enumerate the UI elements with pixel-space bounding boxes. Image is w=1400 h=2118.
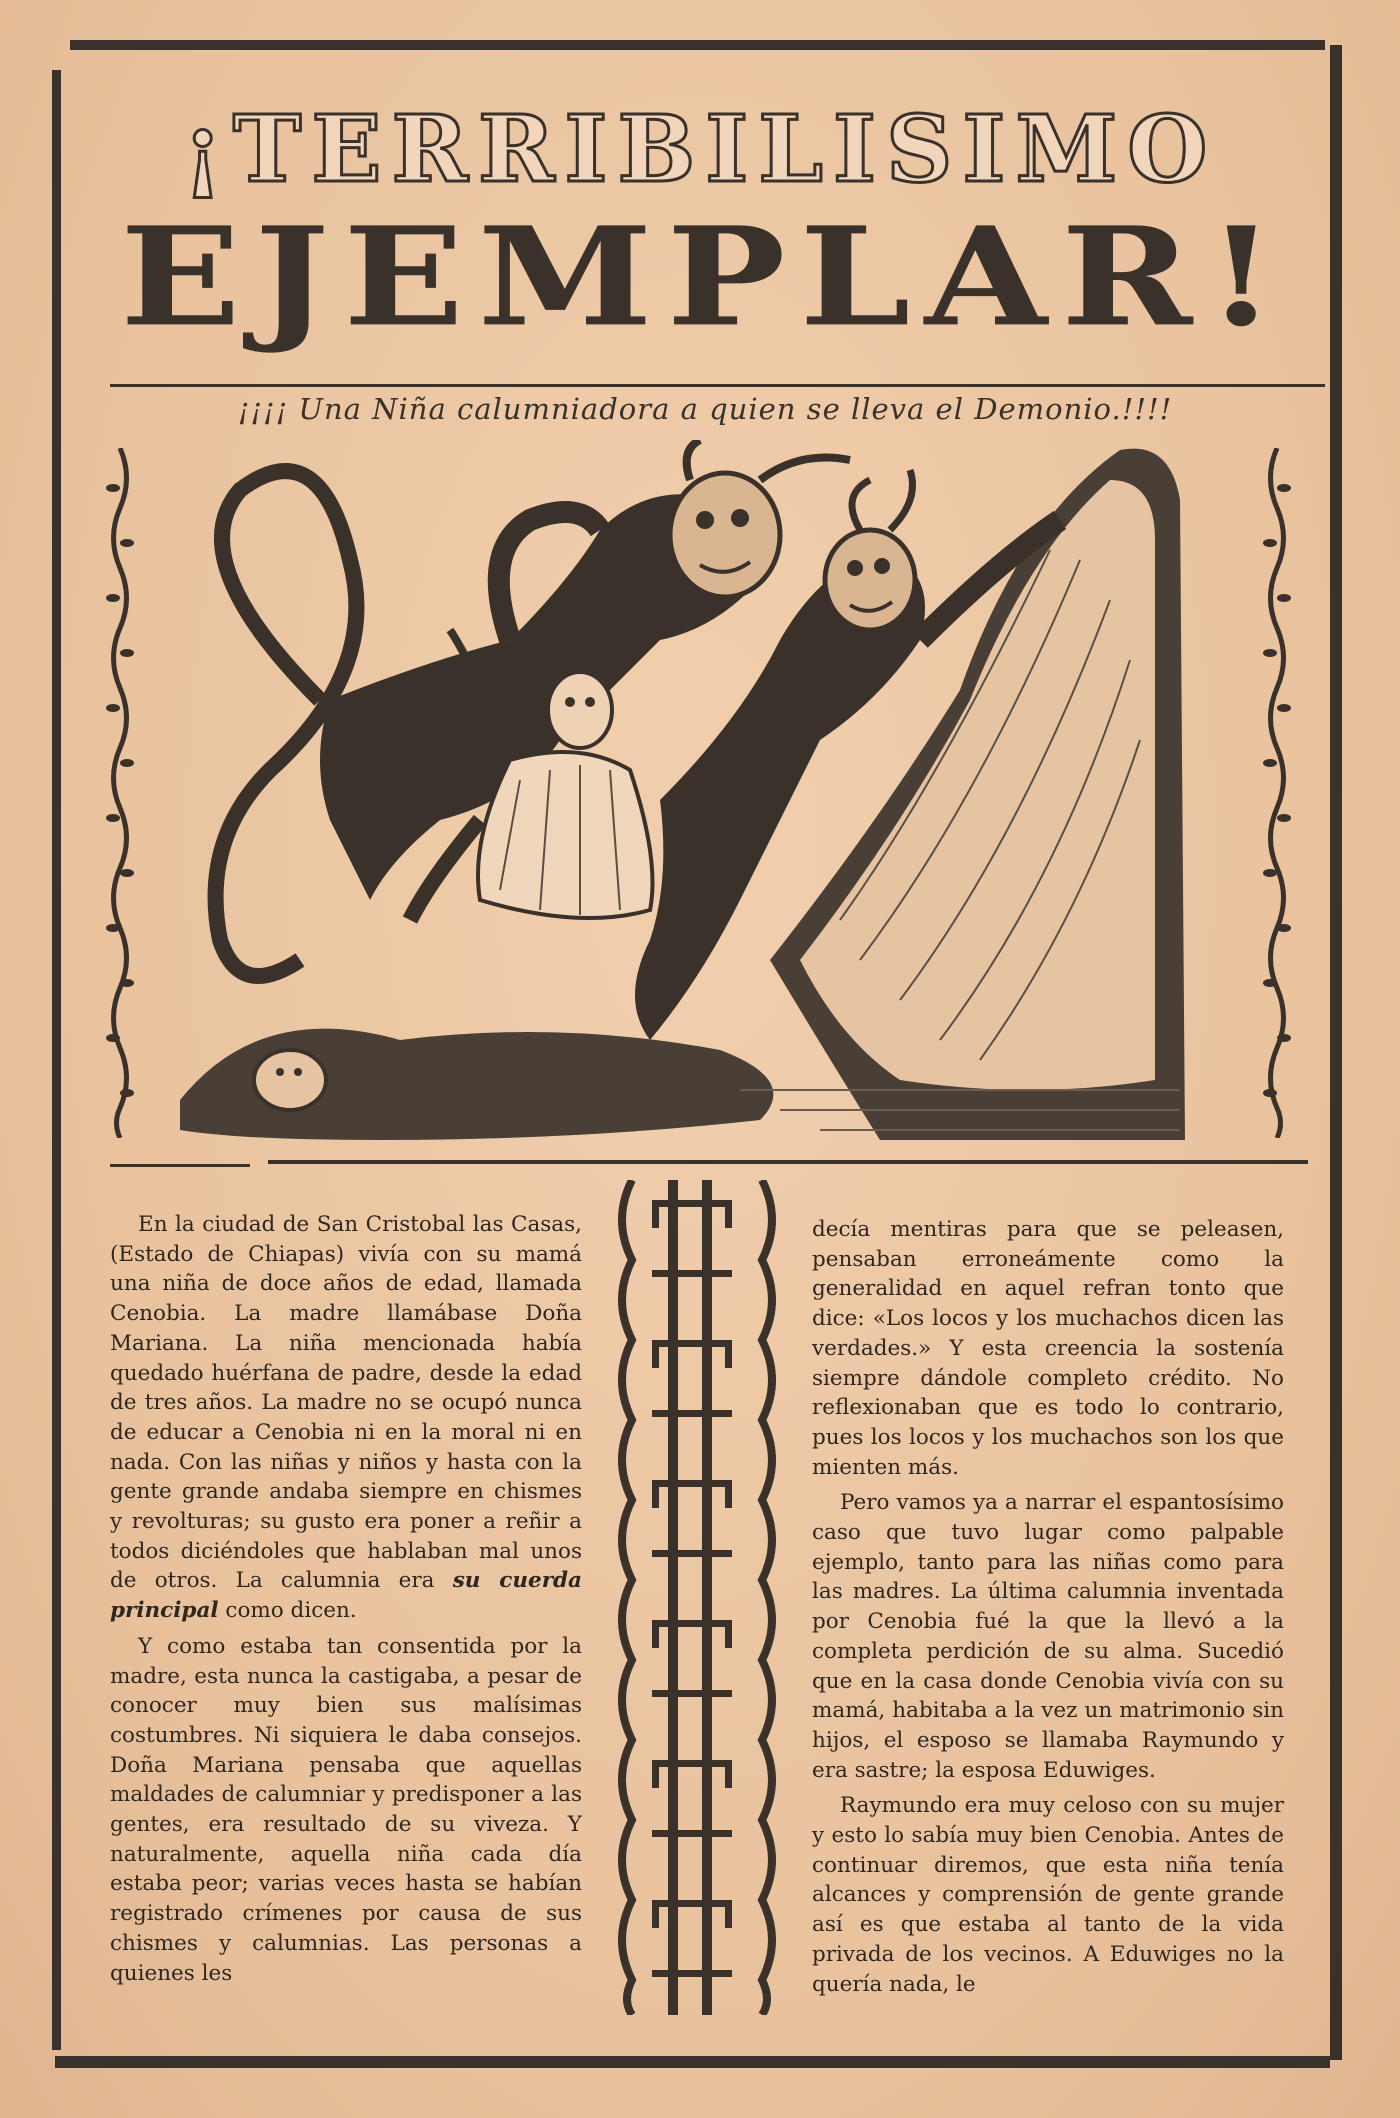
emphasized-phrase: su cuerda principal <box>110 1568 582 1624</box>
left-paragraph-1: En la ciudad de San Cristobal las Casas, (Estado de Chiapas) vivía con su mamá una niña de doce años de edad, llamada Cenobia. La madre llamábase Doña Mariana. La niña mencionada había quedado huérfana de padre, desde la edad de tres años. La madre no se ocupó nunca de educar a Cenobia ni en la moral ni en nada. Con las niñas y niños y hasta con la gente grande andaba siempre en chismes y revolturas; su gusto era poner a reñir a todos diciéndoles que hablaban mal unos de otros. La calumnia era su cuerda principal como dicen. <box>110 1212 582 1624</box>
left-vine-ornament-icon <box>105 448 135 1138</box>
bottom-border <box>55 2056 1330 2068</box>
right-text-column <box>812 1215 1284 1999</box>
right-paragraph-1: decía mentiras para que se peleasen, pensaban erroneámente como la generalidad en aquel refran tonto que dice: «Los locos y los muchachos dicen las verdades.» Y esta creencia la sostenía siempre dándole completo crédito. No reflexionaban que es todo lo contrario, pues los locos y los muchachos son los que mienten más. <box>812 1217 1284 1480</box>
left-border <box>52 70 61 2050</box>
top-border <box>70 40 1325 50</box>
subtitle: ¡¡¡¡ Una Niña calumniadora a quien se lleva el Demonio.!!!! <box>237 392 1173 426</box>
right-paragraph-3: Raymundo era muy celoso con su mujer y esto lo sabía muy bien Cenobia. Antes de continuar diremos, que esta niña tenía alcances y comprensión de gente grande así es que estaba al tanto de la vida privada de los vecinos. A Eduwiges no la quería nada, le <box>812 1793 1284 1997</box>
image-divider-right <box>268 1160 1308 1164</box>
ladder-column-ornament-icon <box>612 1180 782 2015</box>
title-line-2: EJEMPLAR! <box>120 197 1290 358</box>
left-text-column <box>110 1210 582 1988</box>
right-vine-ornament-icon <box>1262 448 1292 1138</box>
woodcut-illustration-icon <box>180 440 1230 1145</box>
title-divider <box>110 384 1325 387</box>
right-paragraph-2: Pero vamos ya a narrar el espantosísimo caso que tuvo lugar como palpable ejemplo, tanto para las niñas como para las madres. La última calumnia inventada por Cenobia fué la que la llevó a la completa perdición de su alma. Sucedió que en la casa donde Cenobia vivía con su mamá, habitaba a la vez un matrimonio sin hijos, el esposo se llamaba Raymundo y era sastre; la esposa Eduwiges. <box>812 1490 1284 1783</box>
title-line-1: ¡TERRIBILISIMO <box>182 95 1218 203</box>
right-border <box>1330 45 1342 2060</box>
left-paragraph-2: Y como estaba tan consentida por la madre, esta nunca la castigaba, a pesar de conocer muy bien sus malísimas costumbres. Ni siquiera le daba consejos. Doña Mariana pensaba que aquellas maldades de calumniar y predisponer a las gentes, era resultado de su viveza. Y naturalmente, aquella niña cada día estaba peor; varias veces hasta se habían registrado crímenes por causa de sus chismes y calumnias. Las personas a quienes les <box>110 1633 582 1986</box>
image-divider-left <box>110 1164 250 1167</box>
